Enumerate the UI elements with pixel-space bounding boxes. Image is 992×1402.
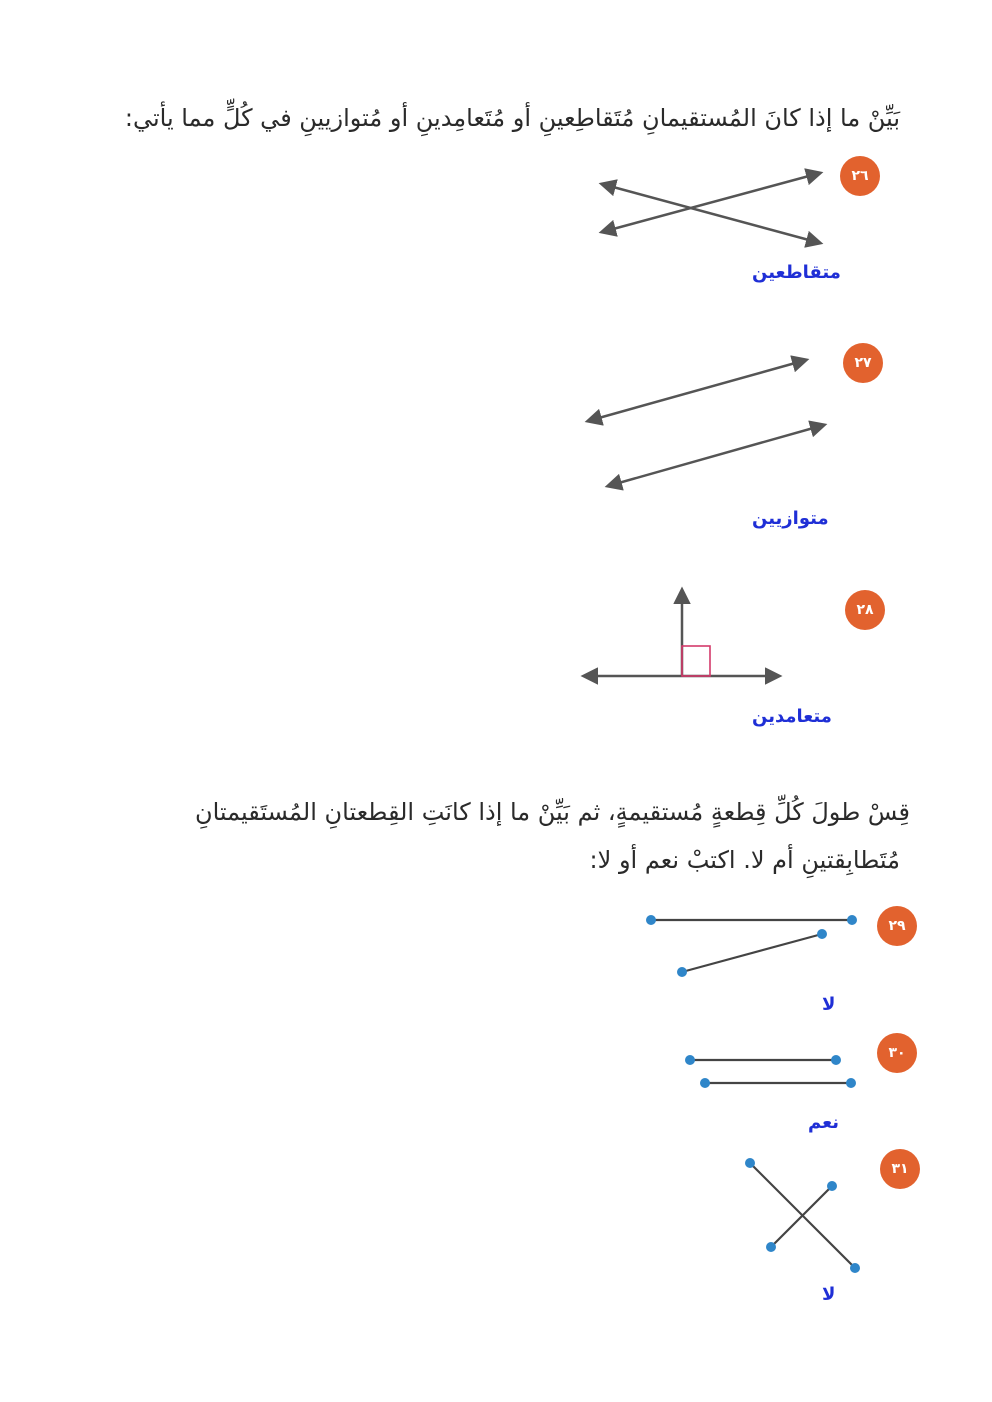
answer-28: متعامدين bbox=[752, 706, 832, 727]
right-angle-mark bbox=[682, 646, 710, 676]
figure-31-segments bbox=[745, 1158, 860, 1273]
answer-27: متوازيين bbox=[752, 508, 829, 529]
endpoint bbox=[766, 1242, 776, 1252]
figure-28-perpendicular-lines bbox=[584, 590, 779, 676]
figure-26-intersecting-lines bbox=[602, 173, 820, 243]
answer-30: نعم bbox=[808, 1112, 840, 1133]
line-a bbox=[588, 360, 806, 421]
endpoint bbox=[817, 929, 827, 939]
segment-b bbox=[682, 934, 822, 972]
exercise-number-31: ٣١ bbox=[880, 1149, 920, 1189]
endpoint bbox=[646, 915, 656, 925]
line-a bbox=[602, 184, 820, 243]
line-b bbox=[602, 173, 820, 232]
endpoint bbox=[847, 915, 857, 925]
exercise-number-26: ٢٦ bbox=[840, 156, 880, 196]
section1-instruction: بَيِّنْ ما إذا كانَ المُستقيمانِ مُتَقاطِعينِ أو مُتَعامِدينِ أو مُتوازيينِ في كُلٍّ مما يأتي: bbox=[124, 104, 900, 132]
line-b bbox=[608, 425, 824, 486]
endpoint bbox=[831, 1055, 841, 1065]
endpoint bbox=[685, 1055, 695, 1065]
endpoint bbox=[745, 1158, 755, 1168]
exercise-number-30: ٣٠ bbox=[877, 1033, 917, 1073]
endpoint bbox=[850, 1263, 860, 1273]
exercise-number-28: ٢٨ bbox=[845, 590, 885, 630]
exercise-number-27: ٢٧ bbox=[843, 343, 883, 383]
figure-27-parallel-lines bbox=[588, 360, 824, 486]
figure-29-segments bbox=[646, 915, 857, 977]
answer-31: لا bbox=[822, 1284, 836, 1305]
endpoint bbox=[700, 1078, 710, 1088]
exercise-number-29: ٢٩ bbox=[877, 906, 917, 946]
section2-instruction-line2: مُتَطابِقتينِ أم لا. اكتبْ نعم أو لا: bbox=[589, 846, 900, 874]
endpoint bbox=[846, 1078, 856, 1088]
section2-instruction-line1: قِسْ طولَ كُلِّ قِطعةٍ مُستقيمةٍ، ثم بَيِّنْ ما إذا كانَتِ القِطعتانِ المُستَقيمتانِ bbox=[194, 798, 910, 826]
answer-26: متقاطعين bbox=[752, 262, 841, 283]
answer-29: لا bbox=[822, 994, 836, 1015]
figure-30-segments bbox=[685, 1055, 856, 1088]
segment-b bbox=[771, 1186, 832, 1247]
endpoint bbox=[827, 1181, 837, 1191]
endpoint bbox=[677, 967, 687, 977]
